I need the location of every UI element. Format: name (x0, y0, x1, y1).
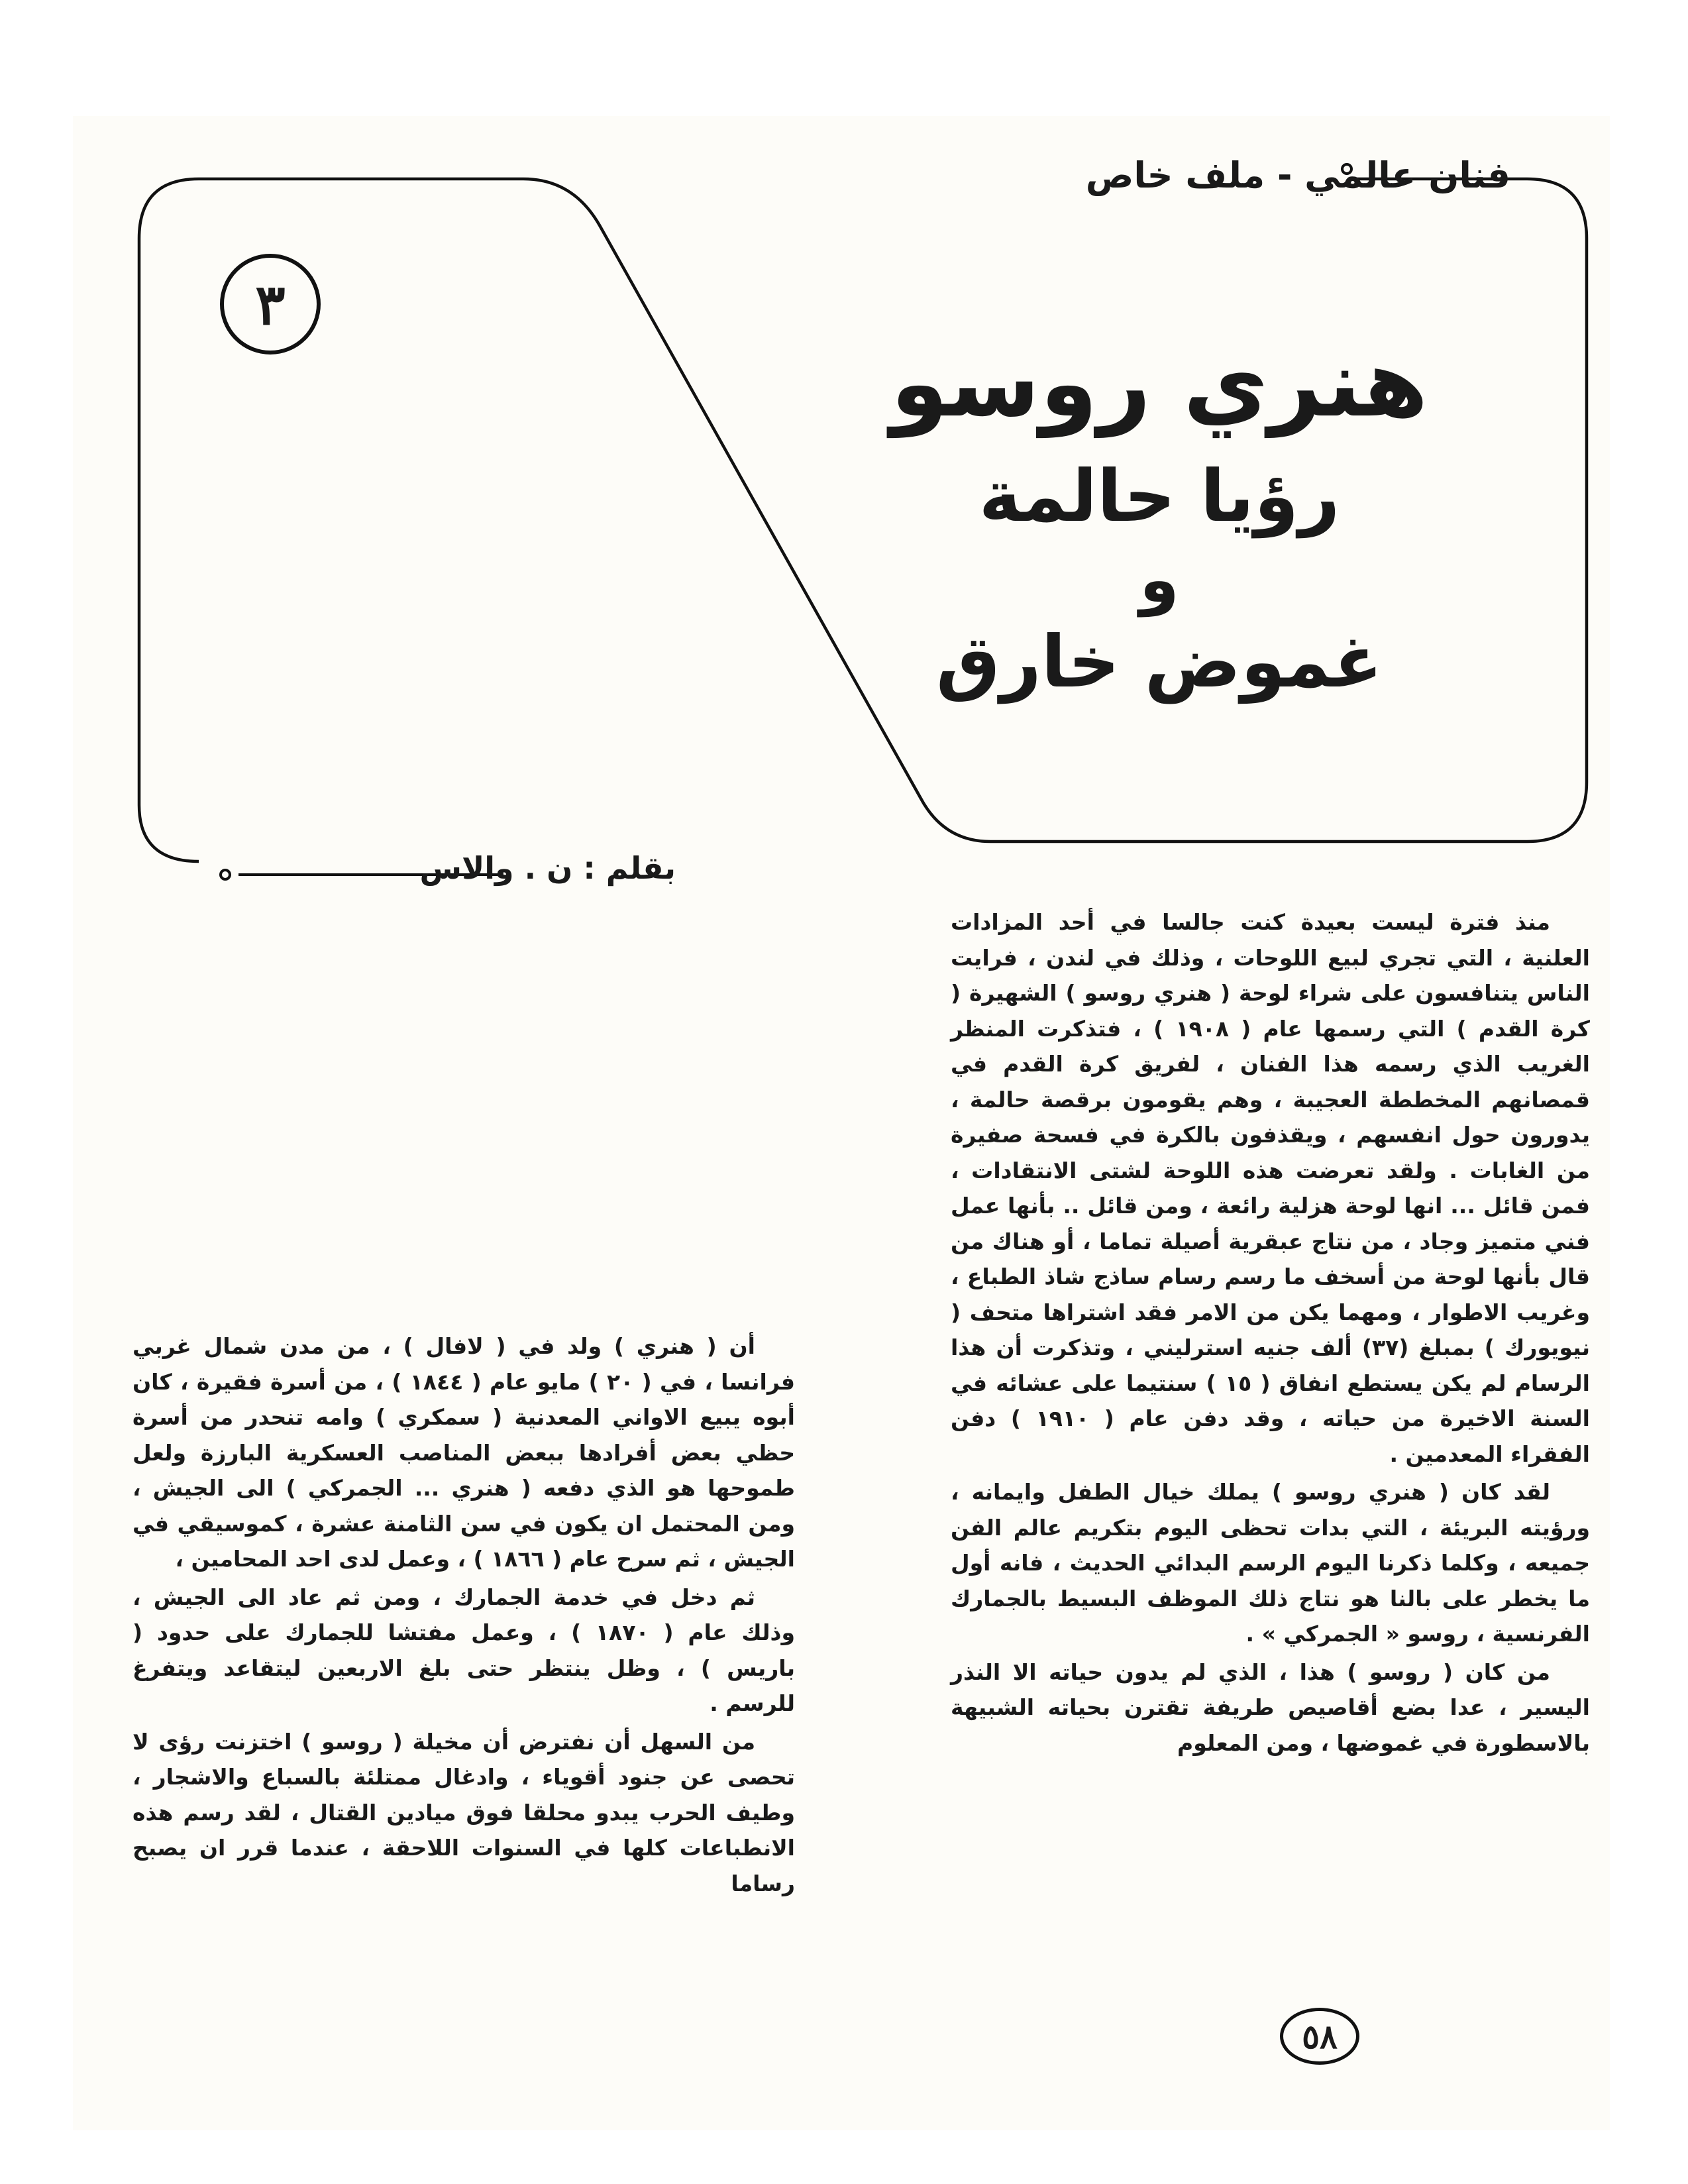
page-number: ٥٨ (1280, 2008, 1359, 2065)
article-subtitle-line-2: غموض خارق (936, 621, 1383, 704)
section-label: فنان عالمي - ملف خاص (1085, 154, 1510, 196)
byline: بقلم : ن . والاس (419, 850, 676, 886)
paragraph: منذ فترة ليست بعيدة كنت جالسا في أحد المزادات العلنية ، التي تجري لبيع اللوحات ، وذلك في لندن ، فرايت الناس يتنافسون على شراء لوحة ( هنري روسو ) الشهيرة ( كرة القدم ) التي رسمها عام ( ١٩٠٨ ) ، فتذكرت المنظر الغريب الذي رسمه هذا الفنان ، لفريق كرة القدم في قمصانهم المخططة العجيبة ، وهم يقومون برقصة حالمة ، يدورون حول انفسهم ، ويقذفون بالكرة في فسحة صفيرة من الغابات . ولقد تعرضت هذه اللوحة لشتى الانتقادات ، فمن قائل ... انها لوحة هزلية رائعة ، ومن قائل .. بأنها عمل فني متميز وجاد ، من نتاج عبقرية أصيلة تماما ، أو هناك من قال بأنها لوحة من أسخف ما رسم رسام ساذج شاذ الطباع ، وغريب الاطوار ، ومهما يكن من الامر فقد اشتراها متحف ( نيويورك ) بمبلغ (٣٧) ألف جنيه استرليني ، وتذكرت أن هذا الرسام لم يكن يستطع انفاق ( ١٥ ) سنتيما على عشائه في السنة الاخيرة من حياته ، وقد دفن عام ( ١٩١٠ ) دفن الفقراء المعدمين . (951, 909, 1590, 1467)
paragraph: من كان ( روسو ) هذا ، الذي لم يدون حياته الا النذر اليسير ، عدا بضع أقاصيص طريفة تقترن بحياته الشبيهة بالاسطورة في غموضها ، ومن المعلوم (951, 1659, 1590, 1756)
part-number-badge: ٣ (220, 254, 321, 355)
article-column-left (132, 1329, 795, 2044)
paragraph: من السهل أن نفترض أن مخيلة ( روسو ) اختزنت رؤى لا تحصى عن جنود أقوياء ، وادغال ممتلئة بالسباع والاشجار ، وطيف الحرب يبدو محلقا فوق ميادين القتال ، لقد رسم هذه الانطباعات كلها في السنوات اللاحقة ، عندما قرر ان يصبح رساما (132, 1728, 795, 1896)
paragraph: لقد كان ( هنري روسو ) يملك خيال الطفل وايمانه ، ورؤيته البريئة ، التي بدات تحظى اليوم بتكريم عالم الفن جميعه ، وكلما ذكرنا اليوم الرسم البدائي الحديث ، فانه أول ما يخطر على بالنا هو نتاج ذلك الموظف البسيط بالجمارك الفرنسية ، روسو « الجمركي » . (951, 1479, 1590, 1647)
article-column-right (951, 904, 1590, 2018)
paragraph: أن ( هنري ) ولد في ( لافال ) ، من مدن شمال غربي فرانسا ، في ( ٢٠ ) مايو عام ( ١٨٤٤ ) ، من أسرة فقيرة ، كان أبوه يبيع الاواني المعدنية ( سمكري ) وامه تنحدر من أسرة حظي بعض أفرادها ببعض المناصب العسكرية البارزة ولعل طموحها هو الذي دفعه ( هنري ... الجمركي ) الى الجيش ، ومن المحتمل ان يكون في سن الثامنة عشرة ، كموسيقي في الجيش ، ثم سرح عام ( ١٨٦٦ ) ، وعمل لدى احد المحامين ، (132, 1333, 795, 1572)
article-title: هنري روسو (890, 330, 1428, 438)
article-subtitle-conjunction: و (1139, 543, 1179, 617)
title-block (755, 318, 1563, 742)
article-subtitle-line-1: رؤيا حالمة (978, 455, 1340, 538)
paragraph: ثم دخل في خدمة الجمارك ، ومن ثم عاد الى الجيش ، وذلك عام ( ١٨٧٠ ) ، وعمل مفتشا للجمارك على حدود ( باريس ) ، وظل ينتظر حتى بلغ الاربعين ليتقاعد ويتفرغ للرسم . (132, 1584, 795, 1716)
